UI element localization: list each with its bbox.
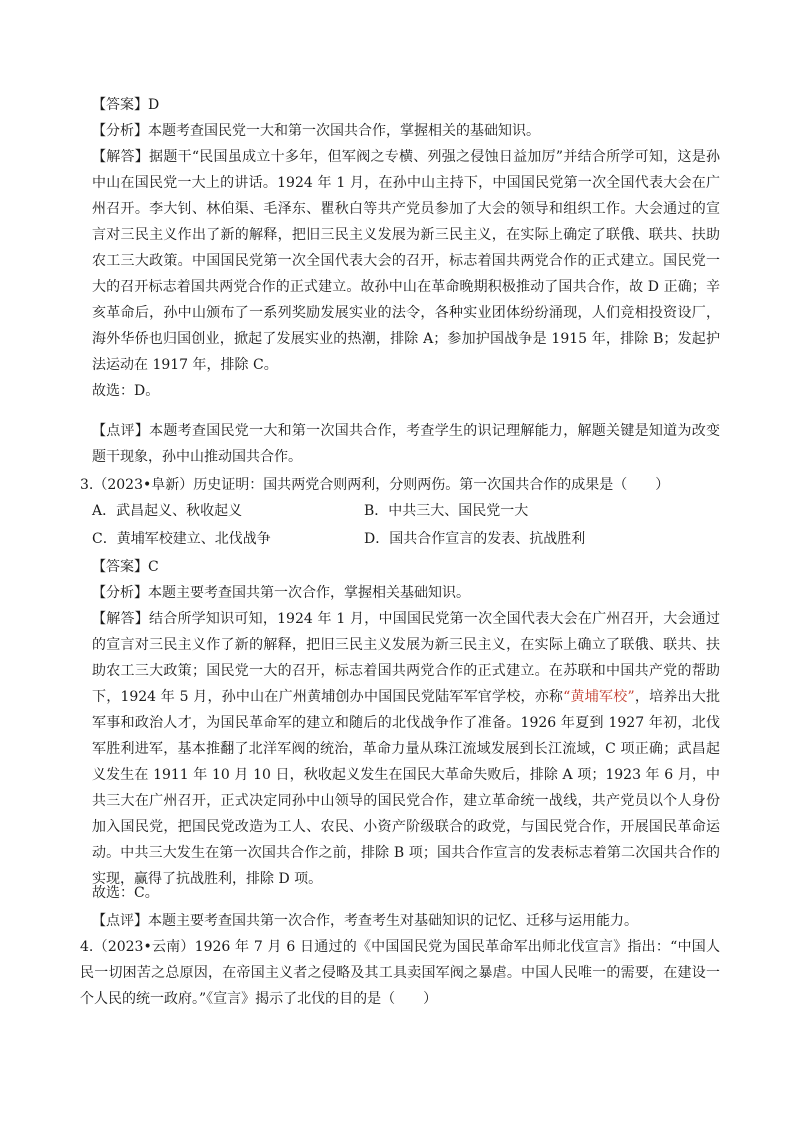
q3-solution-highlight: “黄埔军校” [563,689,635,705]
q3-comment: 【点评】本题主要考查国共第一次合作，考查考生对基础知识的记忆、迁移与运用能力。 [92,913,638,929]
q3-solution [92,606,720,892]
q3-stem: 3.（2023•阜新）历史证明：国共两党合则两利，分则两伤。第一次国共合作的成果是（ ） [80,477,670,493]
q3-answer: 【答案】C [92,559,159,575]
q3-choose: 故选：C。 [92,885,159,901]
q3-solution-part-2: ，培养出大批军事和政治人才，为国民革命军的建立和随后的北伐战争作了准备。1926 年夏到 1927 年初，北伐军胜利进军，基本推翻了北洋军阀的统治，革命力量从珠江流域发展到长江流域，C 项正确；武昌起义发生在 1911 年 10 月 10 日，秋收起义发生在国民大革命失败后，排除 A 项；1923 年 6 月，中共三大在广州召开，正式决定同孙中山领导的国民党合作，建立革命统一战线，共产党员以个人身份加入国民党，把国民党改造为工人、农民、小资产阶级联合的政党，与国民党合作，开展国民革命运动。中共三大发生在第一次国共合作之前，排除 B 项；国共合作宣言的发表标志着第二次国共合作的实现，赢得了抗战胜利，排除 D 项。 [92,689,720,887]
q3-option-c: C．黄埔军校建立、北伐战争 [92,531,271,547]
q2-choose: 故选：D。 [92,383,160,399]
q3-option-d: D．国共合作宣言的发表、抗战胜利 [364,531,586,547]
q3-option-b: B．中共三大、国民党一大 [364,503,529,519]
q2-analysis: 【分析】本题考查国民党一大和第一次国共合作，掌握相关的基础知识。 [92,123,540,139]
q2-comment: 【点评】本题考查国民党一大和第一次国共合作，考查学生的识记理解能力，解题关键是知道为改变题干现象，孙中山推动国共合作。 [92,423,720,465]
q3-solution-part-1: 【解答】结合所学知识可知，1924 年 1 月，中国国民党第一次全国代表大会在广州召开，大会通过的宣言对三民主义作了新的解释，把旧三民主义发展为新三民主义，在实际上确立了联俄、联共、扶助农工三大政策；国民党一大的召开，标志着国共两党合作的正式建立。在苏联和中国共产党的帮助下，1924 年 5 月，孙中山在广州黄埔创办中国国民党陆军军官学校，亦称 [92,611,720,705]
q4-stem: 4.（2023•云南）1926 年 7 月 6 日通过的《中国国民党为国民革命军出师北伐宣言》指出：“中国人民一切困苦之总原因，在帝国主义者之侵略及其工具卖国军阀之暴虐。中国人民唯一的需要，在建设一个人民的统一政府。”《宣言》揭示了北伐的目的是（ ） [80,939,720,1007]
q2-answer: 【答案】D [92,97,160,113]
q3-options [92,498,720,550]
q3-analysis: 【分析】本题主要考查国共第一次合作，掌握相关基础知识。 [92,585,470,601]
q3-option-a: A．武昌起义、秋收起义 [92,503,243,519]
q2-solution: 【解答】据题干“民国虽成立十多年，但军阀之专横、列强之侵蚀日益加厉”并结合所学可知，这是孙中山在国民党一大上的讲话。1924 年 1 月，在孙中山主持下，中国国民党第一次全国代表大会在广州召开。李大钊、林伯渠、毛泽东、瞿秋白等共产党员参加了大会的领导和组织工作。大会通过的宣言对三民主义作出了新的解释，把旧三民主义发展为新三民主义，在实际上确定了联俄、联共、扶助农工三大政策。中国国民党第一次全国代表大会的召开，标志着国共两党合作的正式建立。国民党一大的召开标志着国共两党合作的正式建立。故孙中山在革命晚期积极推动了国共合作，故 D 正确；辛亥革命后，孙中山颁布了一系列奖励发展实业的法令，各种实业团体纷纷涌现，人们竞相投资设厂，海外华侨也归国创业，掀起了发展实业的热潮，排除 A；参加护国战争是 1915 年，排除 B；发起护法运动在 1917 年，排除 C。 [92,149,720,373]
